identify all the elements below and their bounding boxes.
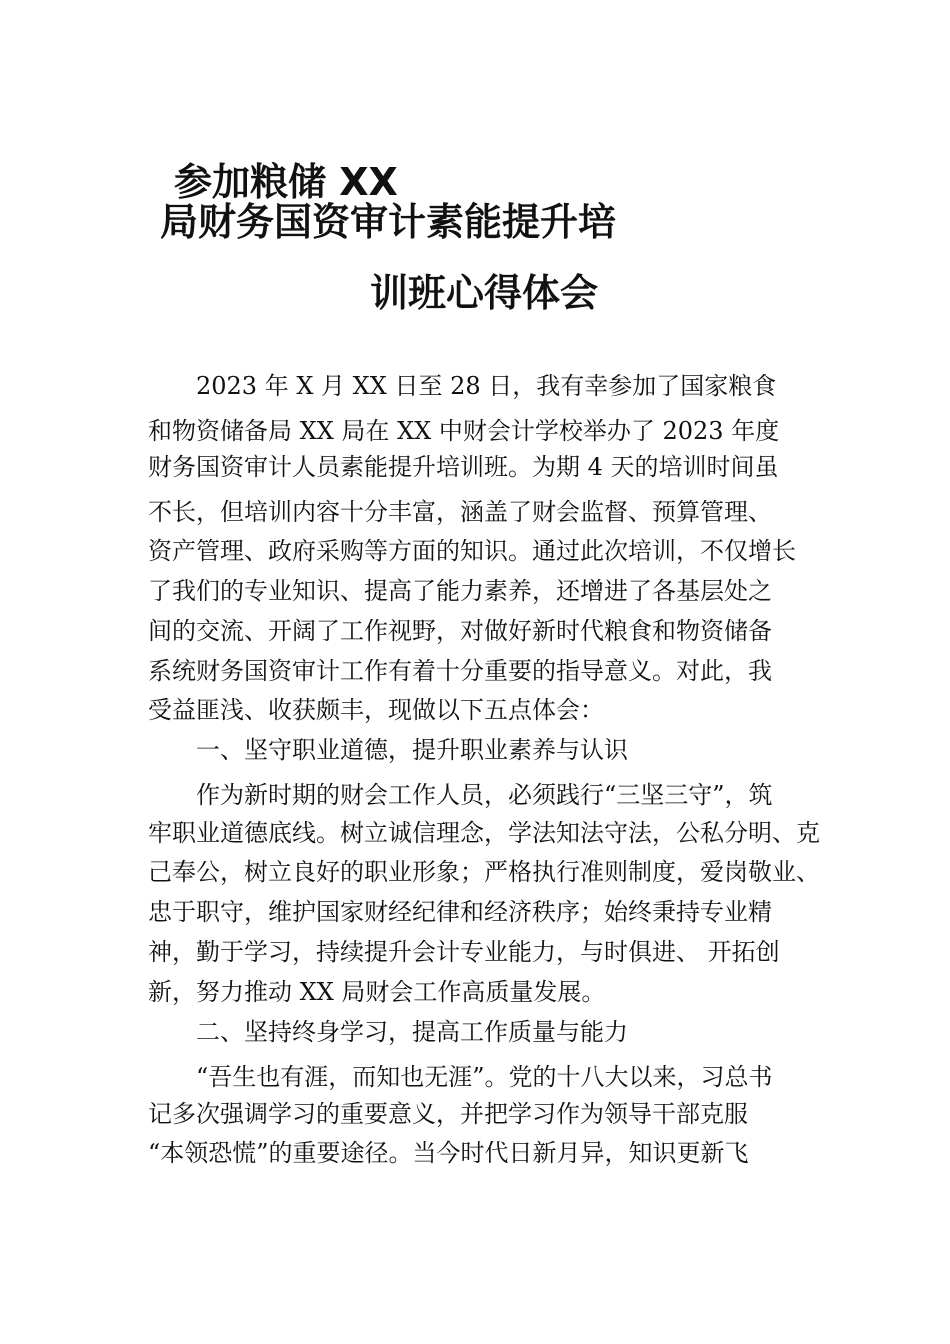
title-line-3: 训班心得体会 xyxy=(370,271,599,315)
body-line: 牢职业道德底线。树立诚信理念，学法知法守法，公私分明、克 xyxy=(148,819,820,847)
body-line: 系统财务国资审计工作有着十分重要的指导意义。对此，我 xyxy=(148,657,772,685)
body-line: “本领恐慌”的重要途径。当今时代日新月异，知识更新飞 xyxy=(148,1139,749,1167)
body-line: 和物资储备局 XX 局在 XX 中财会计学校举办了 2023 年度 xyxy=(148,417,780,445)
body-line: 神，勤于学习，持续提升会计专业能力，与时俱进、 开拓创 xyxy=(148,938,780,966)
title-line-1: 参加粮储 XX xyxy=(174,160,398,204)
body-line: 作为新时期的财会工作人员，必须践行“三坚三守”，筑 xyxy=(148,781,773,809)
body-line: 2023 年 X 月 XX 日至 28 日，我有幸参加了国家粮食 xyxy=(148,372,777,400)
body-line: 受益匪浅、收获颇丰，现做以下五点体会： xyxy=(148,696,604,724)
body-line: “吾生也有涯，而知也无涯”。党的十八大以来，习总书 xyxy=(148,1063,773,1091)
body-line: 财务国资审计人员素能提升培训班。为期 4 天的培训时间虽 xyxy=(148,453,779,481)
body-line: 新，努力推动 XX 局财会工作高质量发展。 xyxy=(148,978,606,1006)
body-line: 资产管理、政府采购等方面的知识。通过此次培训，不仅增长 xyxy=(148,537,796,565)
body-line: 不长，但培训内容十分丰富，涵盖了财会监督、预算管理、 xyxy=(148,498,772,526)
body-line: 了我们的专业知识、提高了能力素养，还增进了各基层处之 xyxy=(148,577,772,605)
body-line: 记多次强调学习的重要意义，并把学习作为领导干部克服 xyxy=(148,1100,748,1128)
title-line-2: 局财务国资审计素能提升培 xyxy=(160,200,617,244)
section-heading: 二、坚持终身学习，提高工作质量与能力 xyxy=(148,1018,628,1046)
section-heading: 一、坚守职业道德，提升职业素养与认识 xyxy=(148,736,628,764)
body-line: 间的交流、开阔了工作视野，对做好新时代粮食和物资储备 xyxy=(148,617,772,645)
body-line: 己奉公，树立良好的职业形象；严格执行准则制度，爱岗敬业、 xyxy=(148,858,820,886)
body-line: 忠于职守，维护国家财经纪律和经济秩序；始终秉持专业精 xyxy=(148,898,772,926)
